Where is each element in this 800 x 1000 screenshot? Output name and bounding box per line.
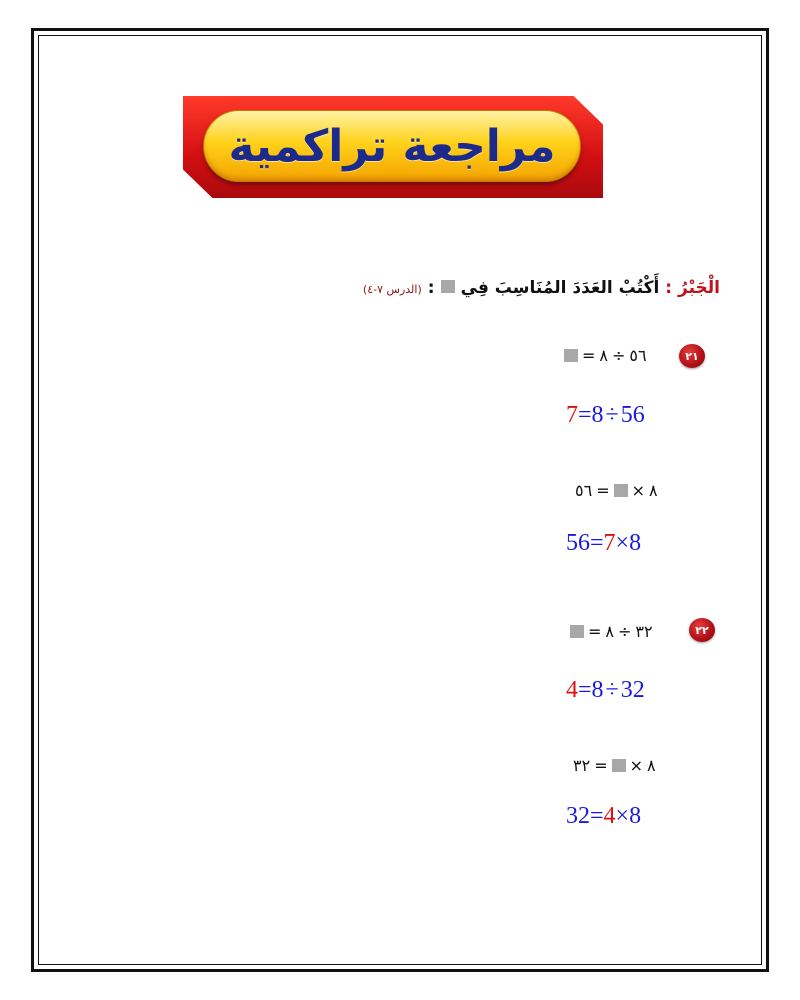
operand: ٨ xyxy=(649,481,658,500)
lesson-reference: (الدرس ٧-٤) xyxy=(362,283,422,296)
instruction-topic: الْجَبْرُ : xyxy=(665,278,720,298)
answer-result: 4 xyxy=(566,677,578,703)
question-21b xyxy=(575,481,658,500)
answer-result: 4 xyxy=(603,803,616,829)
operand: ٨ xyxy=(599,346,608,365)
operand: 56 xyxy=(620,402,645,428)
question-22b xyxy=(573,756,656,775)
instruction-text: أَكْتُبْ العَدَدَ المُنَاسِبَ فِي xyxy=(460,278,660,298)
operator: ÷ xyxy=(618,622,632,641)
equals-sign: = xyxy=(588,622,602,641)
question-22a xyxy=(570,622,653,641)
operator: ÷ xyxy=(605,677,619,703)
operand: ٨ xyxy=(605,622,614,641)
operator: ÷ xyxy=(605,402,619,428)
operand: ٥٦ xyxy=(629,346,647,365)
operand: ٣٢ xyxy=(573,756,591,775)
equals-sign: = xyxy=(582,346,596,365)
answer-22a xyxy=(566,677,645,704)
title-banner xyxy=(183,96,603,198)
blank-square-icon xyxy=(564,349,578,362)
operator: × xyxy=(631,481,645,500)
answer-product: 56 xyxy=(566,530,590,556)
blank-square-icon xyxy=(612,759,626,772)
answer-result: 7 xyxy=(566,402,578,428)
blank-square-icon xyxy=(441,280,455,293)
question-21a xyxy=(564,346,647,365)
problem-number-badge: ٢٢ xyxy=(689,618,715,642)
blank-square-icon xyxy=(570,625,584,638)
operand: 8 xyxy=(591,677,604,703)
operand: 8 xyxy=(629,803,642,829)
operator: × xyxy=(615,803,630,829)
equals-sign: = xyxy=(590,803,604,829)
equals-sign: = xyxy=(578,402,592,428)
instruction-line xyxy=(363,278,720,298)
answer-product: 32 xyxy=(566,803,590,829)
instruction-colon: : xyxy=(427,278,435,298)
equals-sign: = xyxy=(590,530,604,556)
answer-21a xyxy=(566,402,645,429)
blank-square-icon xyxy=(614,484,628,497)
equals-sign: = xyxy=(596,481,610,500)
operand: 8 xyxy=(629,530,642,556)
operand: 32 xyxy=(620,677,645,703)
operator: × xyxy=(629,756,643,775)
operand: ٥٦ xyxy=(575,481,593,500)
equals-sign: = xyxy=(578,677,592,703)
answer-22b xyxy=(566,803,641,830)
page-title: مراجعة تراكمية xyxy=(228,120,556,172)
answer-21b xyxy=(566,530,641,557)
equals-sign: = xyxy=(594,756,608,775)
operand: 8 xyxy=(591,402,604,428)
answer-result: 7 xyxy=(603,530,616,556)
operator: × xyxy=(615,530,630,556)
operator: ÷ xyxy=(612,346,626,365)
problem-number-badge: ٢١ xyxy=(679,344,705,368)
operand: ٣٢ xyxy=(635,622,653,641)
operand: ٨ xyxy=(647,756,656,775)
